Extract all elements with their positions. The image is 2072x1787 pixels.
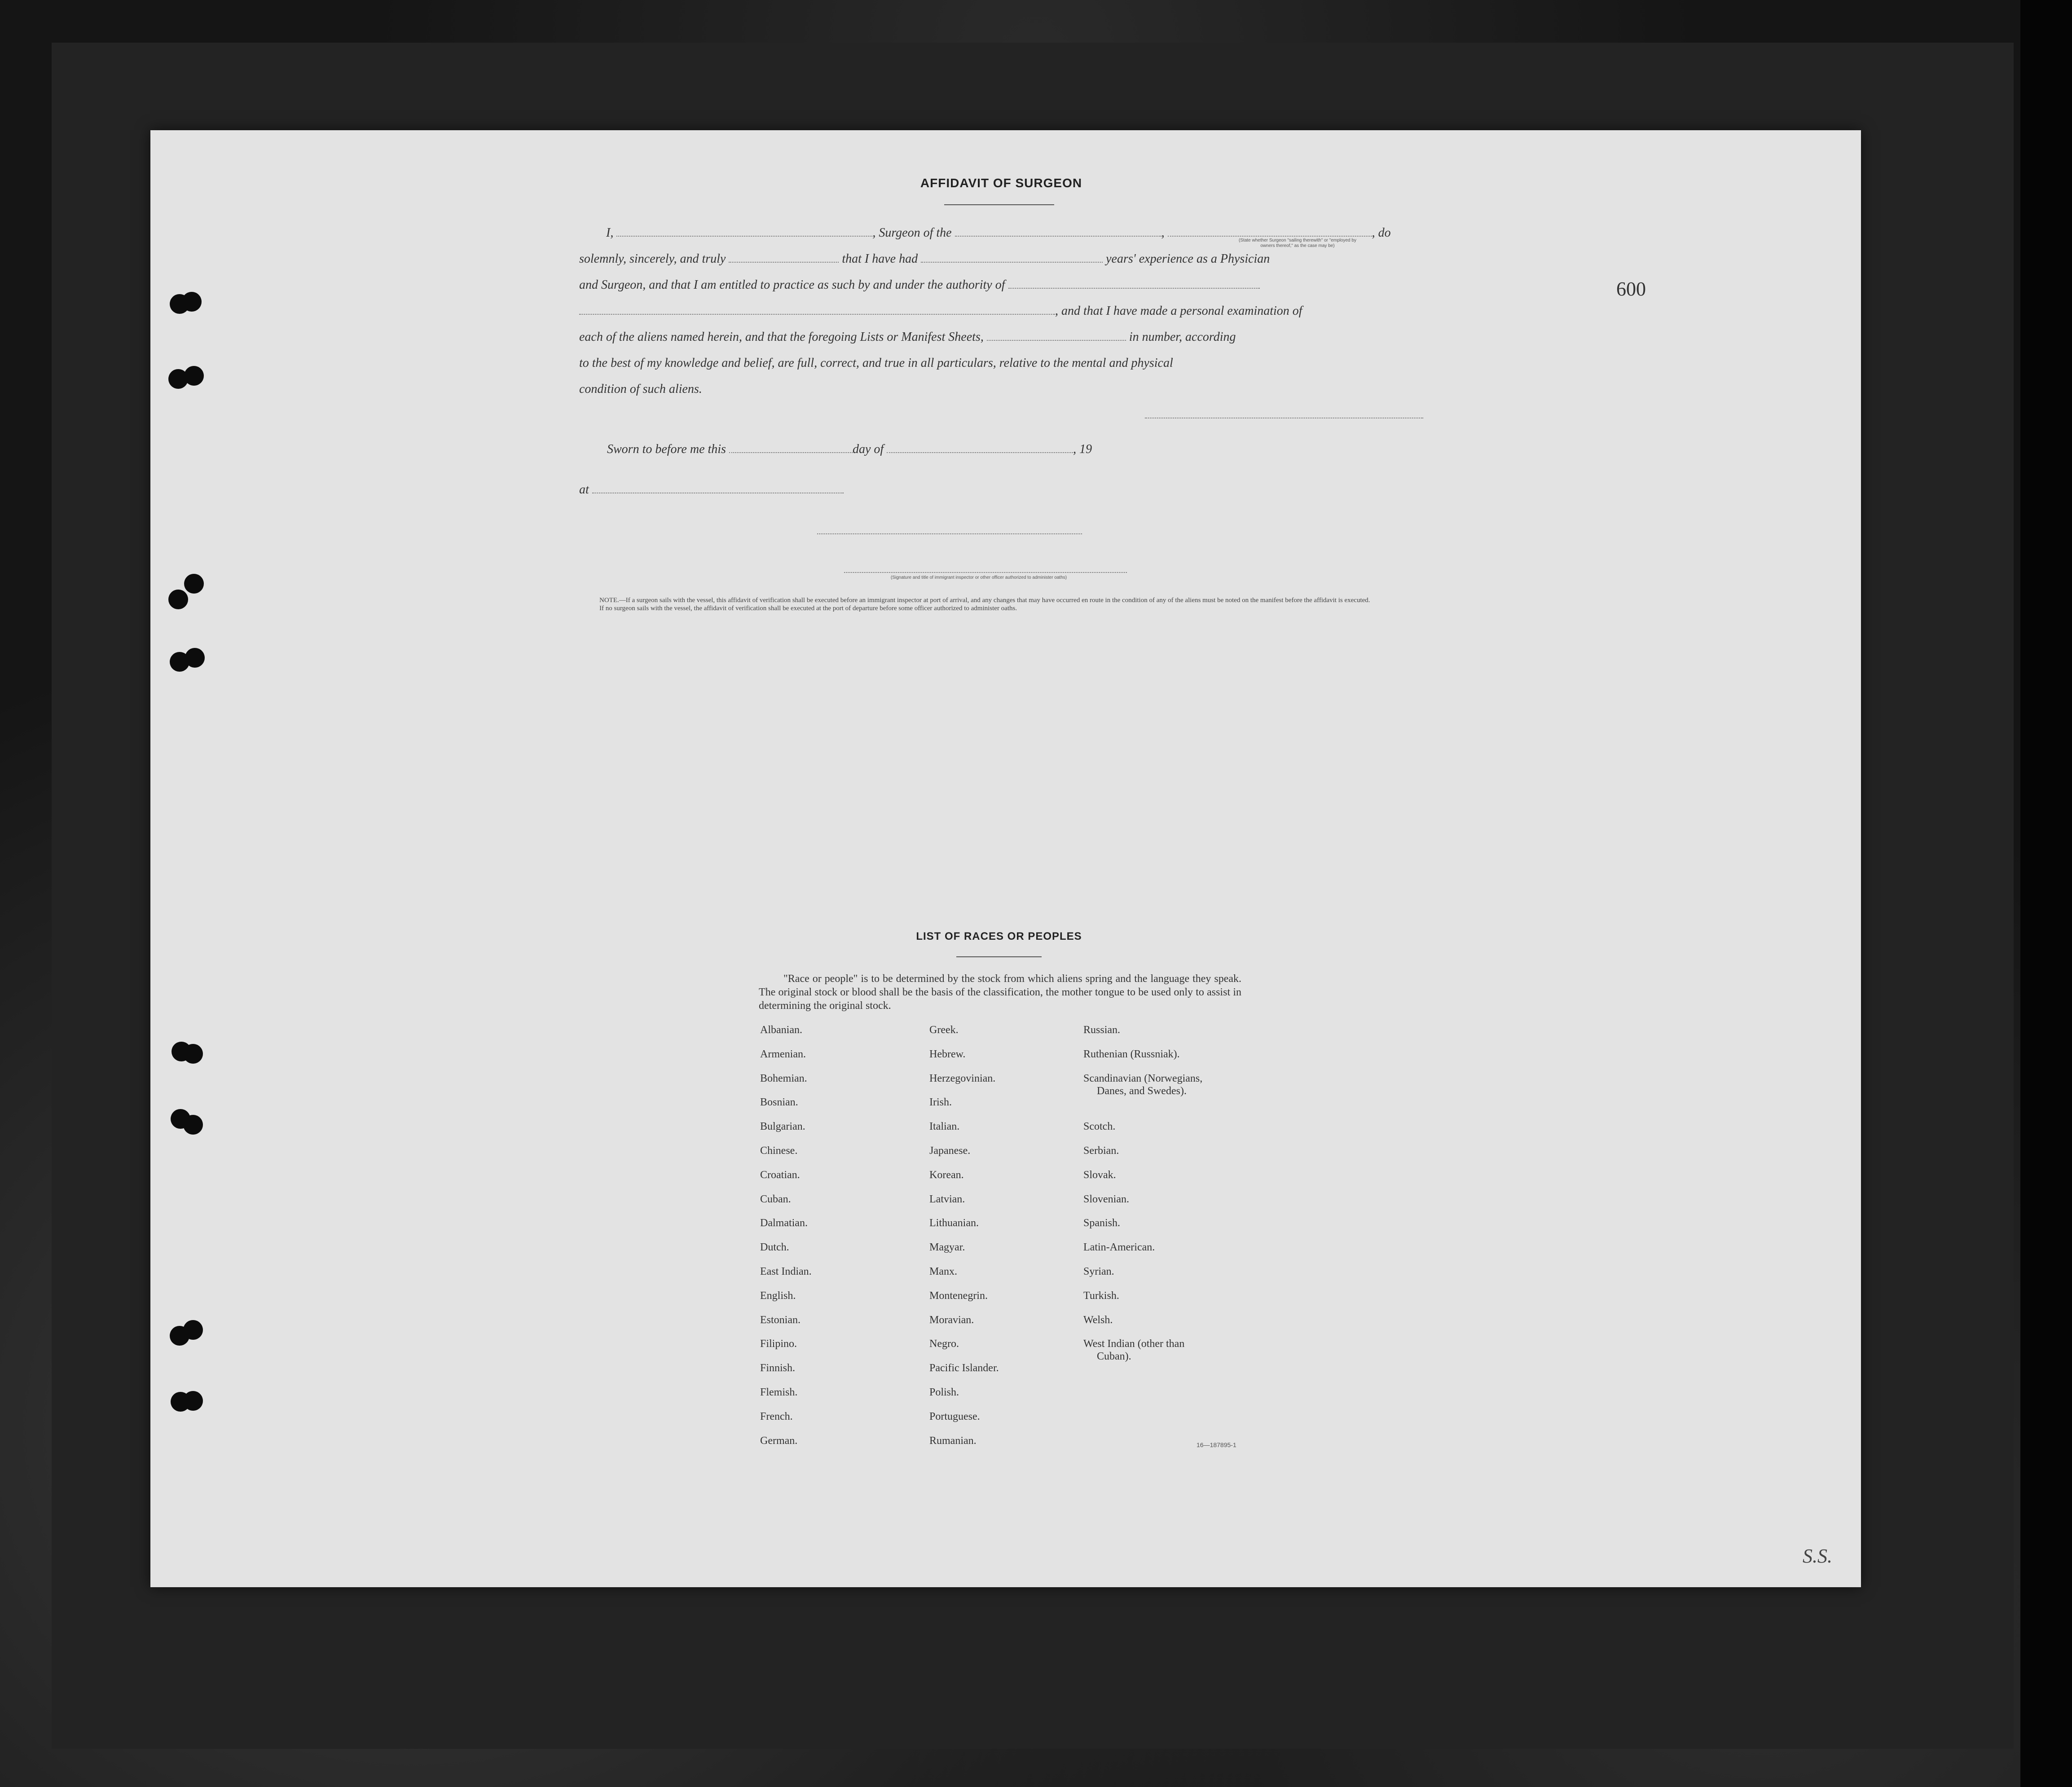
race-item: Latin-American.: [1083, 1241, 1155, 1254]
oath-blank[interactable]: [729, 252, 839, 263]
punch-hole: [184, 366, 204, 386]
race-item: Manx.: [929, 1265, 957, 1277]
punch-hole: [183, 1391, 203, 1411]
race-item: Negro.: [929, 1338, 959, 1350]
race-item: Moravian.: [929, 1314, 974, 1326]
races-intro: "Race or people" is to be determined by the stock from which aliens spring and the language they speak. The original stock or blood shall be the basis of the classification, the mother tongue to be used only to assist in determining the original stock.: [759, 973, 1241, 1012]
race-item: Magyar.: [929, 1241, 965, 1254]
sailing-status-note: (State whether Surgeon "sailing therewith" or "employed by owners thereof," as the case may be): [1239, 238, 1356, 248]
vessel-blank[interactable]: [955, 226, 1161, 237]
race-item: Korean.: [929, 1169, 964, 1181]
place-blank[interactable]: [592, 483, 844, 493]
race-item: Bulgarian.: [760, 1121, 805, 1133]
race-item: Pacific Islander.: [929, 1362, 999, 1374]
affidavit-line-6: to the best of my knowledge and belief, are full, correct, and true in all particulars, relative to the mental and physical: [579, 356, 1173, 370]
race-item: Dalmatian.: [760, 1217, 808, 1229]
signature-caption: (Signature and title of immigrant inspector or other officer authorized to administer oaths): [890, 575, 1067, 580]
years-experience-blank[interactable]: [921, 252, 1103, 263]
race-item: Syrian.: [1083, 1265, 1114, 1277]
race-item: Hebrew.: [929, 1048, 966, 1060]
page-number: 600: [1616, 278, 1646, 300]
race-item: Herzegovinian.: [929, 1072, 996, 1084]
officer-title-line[interactable]: [844, 571, 1127, 573]
form-code: 16—187895-1: [1197, 1441, 1236, 1448]
race-item: Serbian.: [1083, 1144, 1119, 1157]
race-item: Bohemian.: [760, 1072, 807, 1084]
punch-hole: [168, 590, 188, 609]
punch-hole: [182, 292, 202, 312]
races-title: LIST OF RACES OR PEOPLES: [916, 930, 1082, 942]
race-item: French.: [760, 1410, 793, 1422]
punch-hole: [185, 648, 205, 668]
races-column-3: [1083, 1024, 1202, 1362]
affidavit-line-3: and Surgeon, and that I am entitled to practice as such by and under the authority of: [579, 272, 1423, 298]
race-item: Turkish.: [1083, 1290, 1119, 1302]
at-line: at: [579, 483, 844, 497]
affidavit-line-7: condition of such aliens.: [579, 382, 702, 396]
race-item: Portuguese.: [929, 1410, 980, 1422]
race-item: Lithuanian.: [929, 1217, 979, 1229]
race-item: Slovak.: [1083, 1169, 1116, 1181]
race-item: Irish.: [929, 1096, 952, 1109]
corner-mark: S.S.: [1803, 1545, 1832, 1567]
race-item: Italian.: [929, 1121, 960, 1133]
races-title-rule: [956, 956, 1042, 957]
race-item: Cuban.: [760, 1193, 791, 1205]
race-item: Montenegrin.: [929, 1290, 988, 1302]
authority-continued-blank[interactable]: [579, 304, 1055, 315]
race-item: Chinese.: [760, 1144, 798, 1157]
affidavit-line-4: , and that I have made a personal examination of: [579, 298, 1423, 324]
sworn-line: Sworn to before me this day of , 19: [607, 442, 1092, 456]
race-item: Armenian.: [760, 1048, 806, 1060]
surgeon-signature-line[interactable]: [1145, 417, 1423, 418]
sworn-day-blank[interactable]: [729, 442, 853, 453]
affidavit-line-5: each of the aliens named herein, and that the foregoing Lists or Manifest Sheets, in number, according: [579, 330, 1236, 344]
race-item: Scotch.: [1083, 1121, 1116, 1133]
races-column-2: [929, 1024, 999, 1458]
race-item: Filipino.: [760, 1338, 797, 1350]
sheet-count-blank[interactable]: [987, 330, 1126, 341]
race-item: Rumanian.: [929, 1435, 977, 1447]
race-item: Russian.: [1083, 1024, 1121, 1036]
race-item: Polish.: [929, 1386, 959, 1398]
title-rule: [944, 204, 1054, 205]
punch-hole: [183, 1115, 203, 1135]
affidavit-note: NOTE.—If a surgeon sails with the vessel, this affidavit of verification shall be executed before an immigrant inspector at port of arrival, and any changes that may have occurred en route in the condition of any of the aliens must be noted on the manifest before the affidavit is executed. If no surgeon sails with the vessel, the affidavit of verification shall be executed at the port of departure before some officer authorized to administer oaths.: [599, 597, 1370, 612]
affidavit-title: AFFIDAVIT OF SURGEON: [920, 176, 1082, 190]
race-item: Latvian.: [929, 1193, 965, 1205]
race-item: Slovenian.: [1083, 1193, 1129, 1205]
race-item: Welsh.: [1083, 1314, 1113, 1326]
races-column-1: [760, 1024, 812, 1458]
race-item: Albanian.: [760, 1024, 802, 1036]
race-item: Spanish.: [1083, 1217, 1121, 1229]
race-item: Flemish.: [760, 1386, 798, 1398]
authority-blank[interactable]: [1008, 278, 1260, 289]
surgeon-name-blank[interactable]: [616, 226, 872, 237]
race-item: Ruthenian (Russniak).: [1083, 1048, 1180, 1060]
race-item: Estonian.: [760, 1314, 801, 1326]
punch-hole: [184, 574, 204, 594]
race-item: East Indian.: [760, 1265, 812, 1277]
race-item: West Indian (other than Cuban).: [1083, 1338, 1185, 1363]
race-item: Japanese.: [929, 1144, 971, 1157]
race-item: Bosnian.: [760, 1096, 798, 1109]
sailing-status-blank[interactable]: [1168, 226, 1372, 237]
sworn-month-blank[interactable]: [887, 442, 1073, 453]
race-item: English.: [760, 1290, 796, 1302]
race-item: Croatian.: [760, 1169, 800, 1181]
officer-signature-line[interactable]: [817, 533, 1082, 534]
race-item: German.: [760, 1435, 798, 1447]
punch-hole: [183, 1044, 203, 1064]
affidavit-line-1: I, , Surgeon of the , , do (State whether Surgeon "sailing therewith" or "employed by owners thereof," as the case may be): [579, 220, 1423, 246]
affidavit-line-2: solemnly, sincerely, and truly that I have had years' experience as a Physician: [579, 252, 1270, 266]
race-item: Greek.: [929, 1024, 959, 1036]
race-item: Finnish.: [760, 1362, 796, 1374]
punch-hole: [183, 1320, 203, 1340]
race-item: Dutch.: [760, 1241, 789, 1254]
affidavit-body: [579, 220, 1423, 402]
scan-edge-band: [2020, 0, 2072, 1787]
race-item: Scandinavian (Norwegians, Danes, and Swedes).: [1083, 1072, 1203, 1097]
